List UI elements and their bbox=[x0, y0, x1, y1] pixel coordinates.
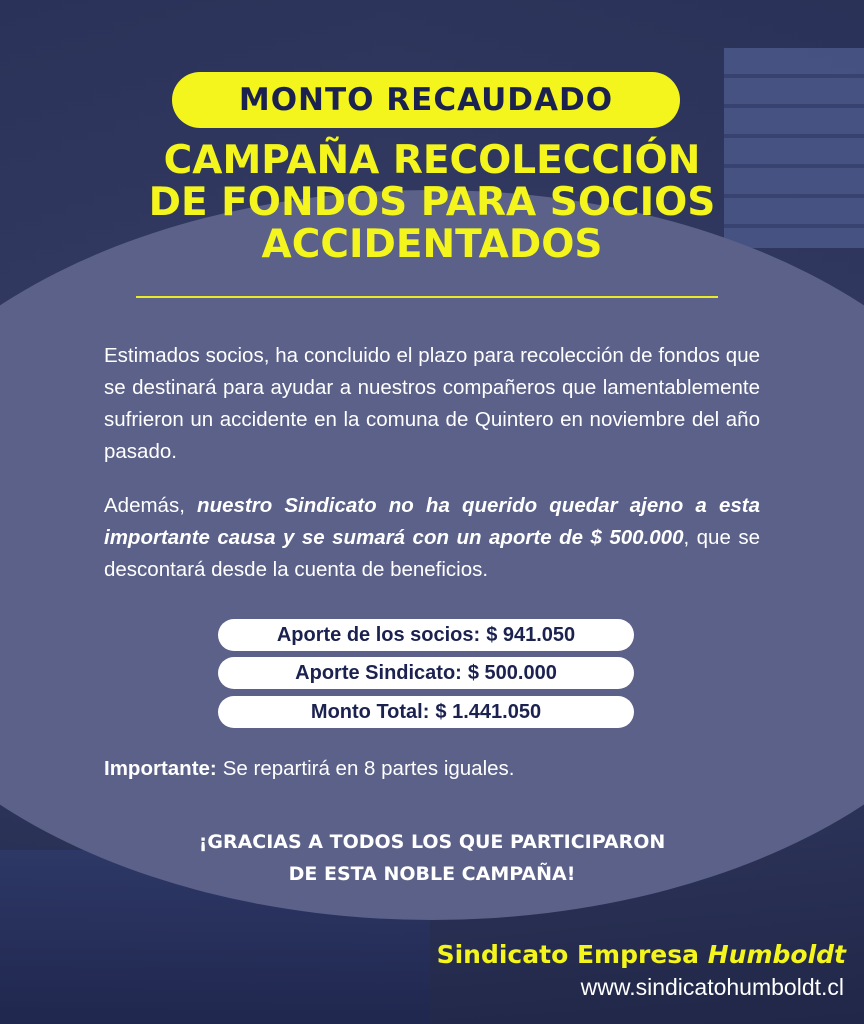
page-title bbox=[60, 140, 804, 266]
important-label: Importante: bbox=[104, 757, 217, 780]
thanks-line-2: DE ESTA NOBLE CAMPAÑA! bbox=[288, 863, 576, 885]
amount-total-value: $ 1.441.050 bbox=[435, 700, 542, 723]
footer-brand-name: Sindicato Empresa bbox=[436, 940, 700, 969]
title-divider bbox=[136, 296, 718, 298]
contribution-rest: , que se descontará desde la cuenta de beneficios. bbox=[104, 526, 760, 581]
important-note bbox=[104, 757, 514, 781]
contribution-paragraph bbox=[104, 490, 760, 586]
amount-sindicato bbox=[218, 657, 634, 689]
amount-total bbox=[218, 696, 634, 728]
amount-socios-label: Aporte de los socios: bbox=[276, 623, 481, 646]
footer-brand bbox=[437, 940, 846, 969]
thanks-line-1: ¡GRACIAS A TODOS LOS QUE PARTICIPARON bbox=[198, 831, 666, 853]
title-line-3: ACCIDENTADOS bbox=[261, 222, 603, 267]
important-text: Se repartirá en 8 partes iguales. bbox=[222, 757, 515, 780]
title-line-2: DE FONDOS PARA SOCIOS bbox=[148, 180, 716, 225]
footer-website-link[interactable]: www.sindicatohumboldt.cl bbox=[580, 974, 844, 1000]
contribution-highlight: nuestro Sindicato no ha querido quedar ajeno a esta importante causa y se sumará con un aporte de $ 500.000 bbox=[104, 494, 760, 549]
thanks-message bbox=[140, 826, 724, 890]
footer-brand-italic: Humboldt bbox=[707, 940, 846, 969]
amount-sindicato-value: $ 500.000 bbox=[467, 661, 557, 684]
title-line-1: CAMPAÑA RECOLECCIÓN bbox=[163, 138, 701, 183]
intro-paragraph: Estimados socios, ha concluido el plazo para recolección de fondos que se destinará para ayudar a nuestros compañeros que lamentablemente sufrieron un accidente en la comuna de Quintero en noviembre del año pasado. bbox=[104, 344, 760, 463]
header-badge: MONTO RECAUDADO bbox=[172, 72, 680, 128]
amount-total-label: Monto Total: bbox=[310, 700, 430, 723]
contribution-intro: Además, bbox=[104, 494, 198, 517]
amount-sindicato-label: Aporte Sindicato: bbox=[295, 661, 462, 684]
amount-socios bbox=[218, 619, 634, 651]
amount-socios-value: $ 941.050 bbox=[486, 623, 576, 646]
